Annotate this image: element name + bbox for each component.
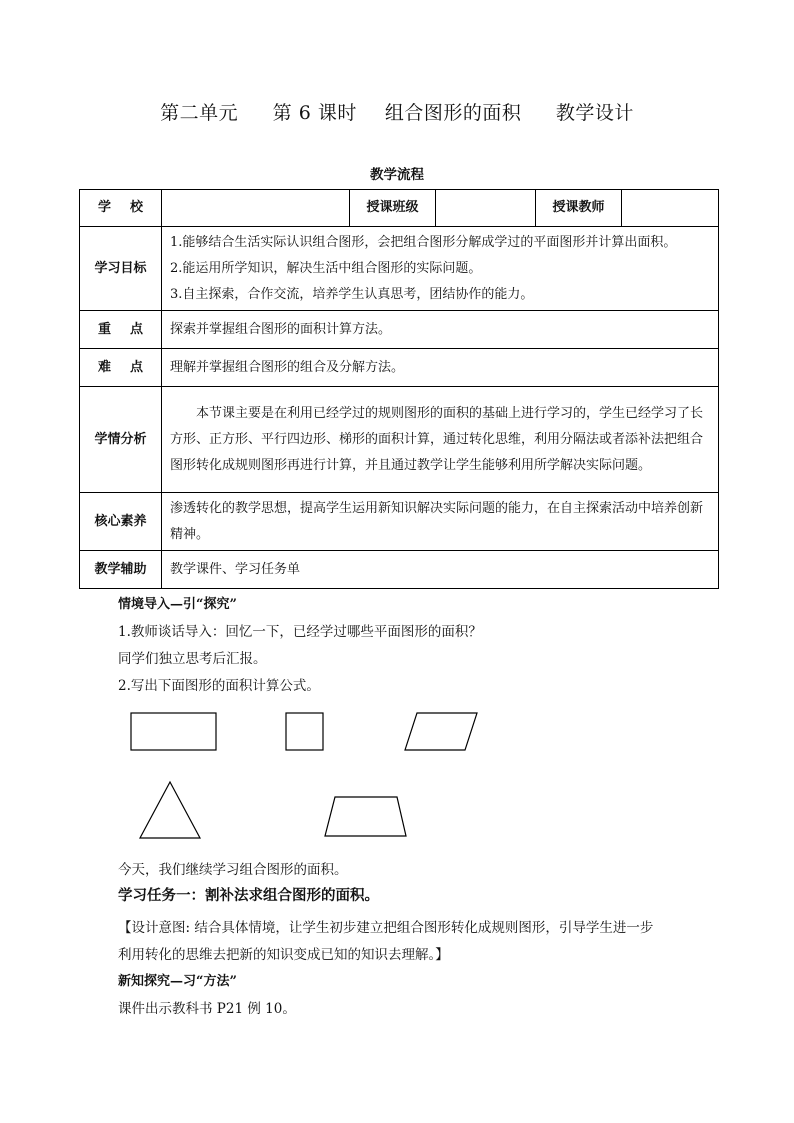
difficult-point: 理解并掌握组合图形的组合及分解方法。	[162, 349, 719, 387]
goals-cell	[162, 227, 719, 311]
task-one-title: 学习任务一：割补法求组合图形的面积。	[118, 887, 379, 904]
core-literacy: 渗透转化的教学思想，提高学生运用新知识解决实际问题的能力，在自主探索活动中培养创新精神。	[162, 493, 719, 551]
unit-label: 第二单元	[160, 102, 239, 124]
goal-item: 1.能够结合生活实际认识组合图形，会把组合图形分解成学过的平面图形并计算出面积。	[170, 234, 677, 250]
school-label: 学 校	[80, 190, 162, 227]
teacher-label: 授课教师	[536, 190, 622, 227]
table-row	[80, 551, 719, 589]
triangle-shape	[140, 782, 200, 838]
table-row	[80, 227, 719, 311]
intro-line: 同学们独立思考后汇报。	[118, 651, 267, 667]
goals-label: 学习目标	[80, 227, 162, 311]
difficult-point-label: 难 点	[80, 349, 162, 387]
rectangle-shape	[131, 713, 216, 750]
lesson-info-table	[79, 189, 719, 589]
doc-type-label: 教学设计	[555, 102, 634, 124]
goal-item: 3.自主探索，合作交流，培养学生认真思考，团结协作的能力。	[170, 286, 534, 302]
lesson-label: 第 6 课时	[272, 102, 357, 124]
student-analysis: 本节课主要是在利用已经学过的规则图形的面积的基础上进行学习的，学生已经学习了长方形、正方形、平行四边形、梯形的面积计算，通过转化思维，利用分隔法或者添补法把组合图形转化成规则图形再进行计算，并且通过教学让学生能够利用所学解决实际问题。	[162, 387, 719, 493]
class-label: 授课班级	[350, 190, 436, 227]
design-intent-line: 【设计意图: 结合具体情境，让学生初步建立把组合图形转化成规则图形，引导学生进一步	[118, 920, 654, 936]
parallelogram-shape	[405, 713, 477, 750]
goal-item: 2.能运用所学知识，解决生活中组合图形的实际问题。	[170, 260, 482, 276]
aids-label: 教学辅助	[80, 551, 162, 589]
teacher-value	[622, 190, 719, 227]
intro-line: 2.写出下面图形的面积计算公式。	[118, 678, 320, 694]
key-point-label: 重 点	[80, 311, 162, 349]
table-row	[80, 493, 719, 551]
school-value	[162, 190, 350, 227]
flow-title: 教学流程	[370, 167, 424, 183]
class-value	[436, 190, 536, 227]
courseware-line: 课件出示教科书 P21 例 10。	[118, 1001, 296, 1017]
table-row	[80, 387, 719, 493]
section-intro-title: 情境导入—引“探究”	[118, 597, 237, 612]
intro-line: 1.教师谈话导入：回忆一下，已经学过哪些平面图形的面积？	[118, 624, 482, 640]
table-row	[80, 311, 719, 349]
document-title	[0, 98, 794, 125]
shapes-figure	[120, 700, 500, 845]
topic-label: 组合图形的面积	[384, 102, 522, 124]
analysis-label: 学情分析	[80, 387, 162, 493]
design-intent-line: 利用转化的思维去把新的知识变成已知的知识去理解。】	[118, 947, 449, 963]
core-label: 核心素养	[80, 493, 162, 551]
trapezoid-shape	[325, 797, 406, 836]
table-row	[80, 190, 719, 227]
key-point: 探索并掌握组合图形的面积计算方法。	[162, 311, 719, 349]
section-explore-title: 新知探究—习“方法”	[118, 974, 237, 989]
today-line: 今天，我们继续学习组合图形的面积。	[118, 862, 348, 878]
table-row	[80, 349, 719, 387]
teaching-aids: 教学课件、学习任务单	[162, 551, 719, 589]
square-shape	[286, 713, 323, 750]
